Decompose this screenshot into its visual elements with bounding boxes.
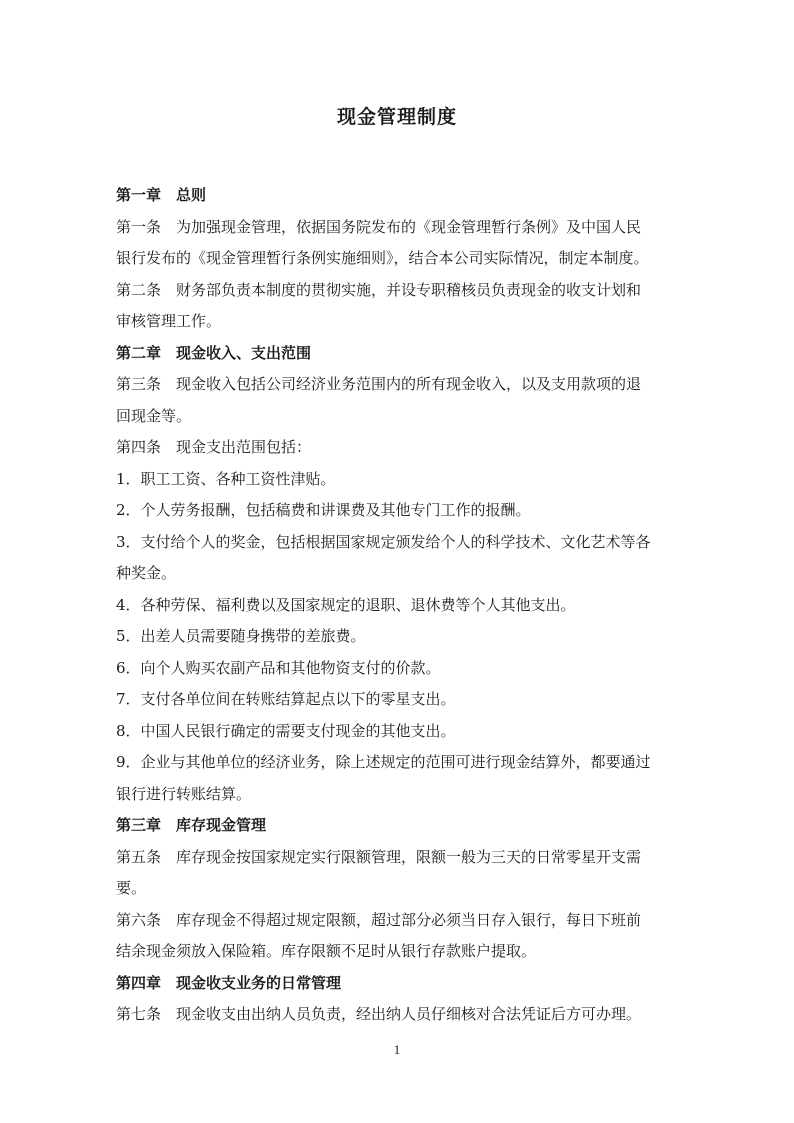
document-title: 现金管理制度 [336,106,457,128]
body-text-line: 5．出差人员需要随身携带的差旅费。 [116,627,366,645]
chapter-heading: 第四章 现金收支业务的日常管理 [116,973,342,992]
body-text-line: 第四条 现金支出范围包括： [116,438,312,456]
body-text-line: 第七条 现金收支由出纳人员负责，经出纳人员仔细核对合法凭证后方可办理。 [116,1005,642,1023]
body-text-line: 2．个人劳务报酬，包括稿费和讲课费及其他专门工作的报酬。 [116,501,531,519]
body-text-line: 第二条 财务部负责本制度的贯彻实施，并设专职稽核员负责现金的收支计划和 [116,280,642,299]
body-text-line: 3．支付给个人的奖金，包括根据国家规定颁发给个人的科学技术、文化艺术等各 [116,532,651,551]
chapter-heading: 第三章 库存现金管理 [116,816,267,834]
body-text-line: 回现金等。 [116,406,192,425]
body-text-line: 结余现金须放入保险箱。库存限额不足时从银行存款账户提取。 [116,942,537,960]
chapter-heading: 第一章 总则 [116,186,207,204]
body-text-line: 第五条 库存现金按国家规定实行限额管理，限额一般为三天的日常零星开支需 [116,847,642,866]
body-text-line: 第三条 现金收入包括公司经济业务范围内的所有现金收入，以及支用款项的退 [116,375,642,393]
chapter-heading: 第二章 现金收入、支出范围 [116,343,312,362]
body-text-line: 9．企业与其他单位的经济业务，除上述规定的范围可进行现金结算外，都要通过 [116,753,651,771]
body-text-line: 第一条 为加强现金管理，依据国务院发布的《现金管理暂行条例》及中国人民 [116,217,642,236]
body-text-line: 6．向个人购买农副产品和其他物资支付的价款。 [116,658,441,677]
body-text-line: 8．中国人民银行确定的需要支付现金的其他支出。 [116,721,456,740]
body-text-line: 银行发布的《现金管理暂行条例实施细则》，结合本公司实际情况，制定本制度。 [116,249,649,267]
body-text-line: 1．职工工资、各种工资性津贴。 [116,469,336,488]
body-text-line: 种奖金。 [116,564,177,582]
document-body [116,180,682,1031]
body-text-line: 4．各种劳保、福利费以及国家规定的退职、退休费等个人其他支出。 [116,595,576,614]
body-text-line: 第六条 库存现金不得超过规定限额，超过部分必须当日存入银行，每日下班前 [116,910,642,929]
body-text-line: 要。 [116,879,147,897]
body-text-line: 审核管理工作。 [116,312,222,330]
body-text-line: 7．支付各单位间在转账结算起点以下的零星支出。 [116,690,456,708]
page-number: 1 [393,1042,401,1057]
body-text-line: 银行进行转账结算。 [116,784,252,803]
